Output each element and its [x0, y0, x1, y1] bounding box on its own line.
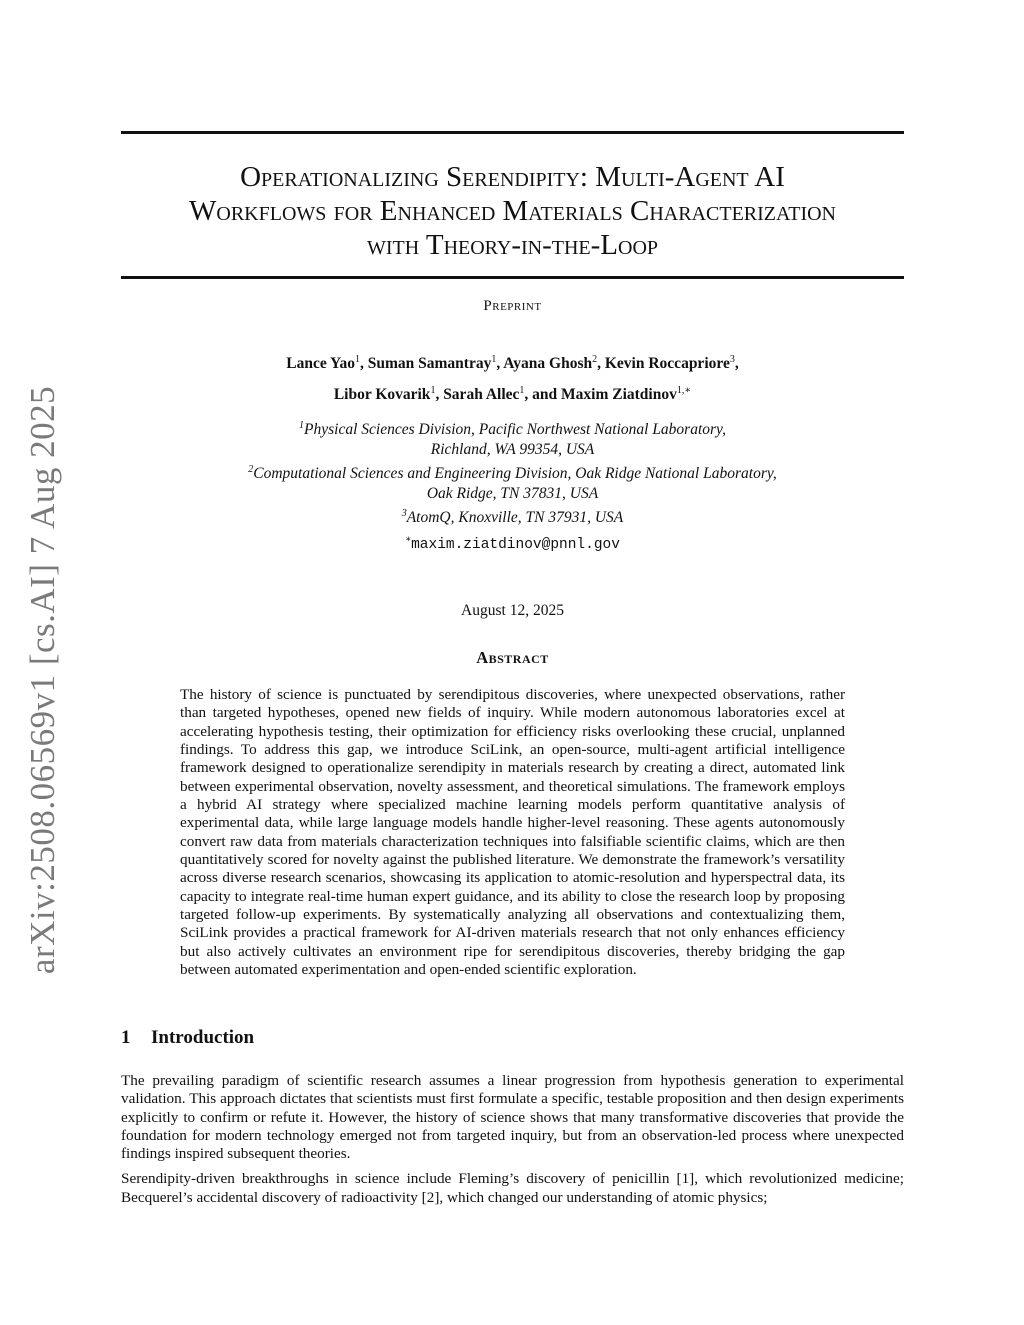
corresponding-mark: ∗ — [405, 535, 412, 547]
author-affil-mark: 2 — [592, 353, 598, 365]
author-affil-mark: 1 — [430, 384, 436, 396]
author-name: Lance Yao — [286, 355, 355, 372]
arxiv-identifier: arXiv:2508.06569v1 [cs.AI] 7 Aug 2025 — [23, 385, 62, 975]
author-separator: , — [597, 355, 605, 372]
affiliation-line: Richland, WA 99354, USA — [430, 441, 595, 458]
author-line-1 — [121, 348, 904, 379]
paragraph: Serendipity-driven breakthroughs in science include Fleming’s discovery of penicillin [1], which revolutionized medicine; Becquerel’s accidental discovery of radioactivity [2], which changed our understanding of atomic physics; — [121, 1170, 904, 1206]
affiliation-mark: 3 — [401, 507, 407, 519]
author-separator: , — [435, 386, 444, 403]
title-line-3: with Theory-in-the-Loop — [366, 229, 659, 261]
affiliation-item — [121, 420, 904, 460]
title-line-2: Workflows for Enhanced Materials Characterization — [189, 195, 836, 227]
title-top-rule — [121, 131, 904, 134]
corresponding-email — [121, 537, 904, 553]
section-heading-introduction — [121, 1027, 254, 1049]
author-name: Ayana Ghosh — [503, 355, 593, 372]
abstract-heading: Abstract — [476, 648, 549, 667]
author-line-2 — [121, 379, 904, 410]
affiliation-line: Computational Sciences and Engineering Division, Oak Ridge National Laboratory, — [253, 465, 777, 482]
email-address: maxim.ziatdinov@pnnl.gov — [411, 537, 620, 553]
abstract-body: The history of science is punctuated by serendipitous discoveries, where unexpected observations, rather than targeted hypotheses, opened new fields of inquiry. While modern autonomous laboratories excel at accelerating hypothesis testing, their optimization for efficiency risks overlooking these crucial, unplanned findings. To address this gap, we introduce SciLink, an open-source, multi-agent artificial intelligence framework designed to operationalize serendipity in materials research by creating a direct, automated link between experimental observation, novelty assessment, and theoretical simulations. The framework employs a hybrid AI strategy where specialized machine learning models perform quantitative analysis of experimental data, while large language models handle higher-level reasoning. These agents autonomously convert raw data from materials characterization techniques into falsifiable scientific claims, which are then quantitatively scored for novelty against the published literature. We demonstrate the framework’s versatility across diverse research scenarios, showcasing its application to atomic-resolution and hyperspectral data, its capacity to integrate real-time human expert guidance, and its ability to close the research loop by proposing targeted follow-up experiments. By systematically analyzing all observations and contextualizing them, SciLink provides a practical framework for AI-driven materials research that not only enhances efficiency but also actively cultivates an environment ripe for serendipitous discoveries, thereby bridging the gap between automated experimentation and open-ended scientific exploration. — [180, 686, 845, 979]
author-affil-mark: 1,∗ — [676, 384, 692, 396]
author-separator: , — [734, 355, 739, 372]
author-name: Sarah Allec — [443, 386, 520, 403]
author-separator: , — [360, 355, 368, 372]
paragraph: The prevailing paradigm of scientific research assumes a linear progression from hypothesis generation to experimental validation. This approach dictates that scientists must first formulate a specific, testable proposition and then design experiments explicitly to confirm or refute it. However, the history of science shows that many transformative discoveries that provide the foundation for modern technology emerged not from targeted inquiry, but from an observation-led process where unexpected findings inspired subsequent theories. — [121, 1072, 904, 1163]
section-number: 1 — [121, 1027, 131, 1048]
affiliation-mark: 1 — [299, 419, 305, 431]
author-affil-mark: 1 — [491, 353, 497, 365]
section-title: Introduction — [151, 1027, 255, 1048]
title-bottom-rule — [121, 276, 904, 279]
author-affil-mark: 1 — [355, 353, 360, 365]
author-affil-mark: 3 — [729, 353, 735, 365]
affiliation-item — [121, 508, 904, 528]
affiliation-list — [121, 420, 904, 532]
author-name: Libor Kovarik — [333, 386, 431, 403]
affiliation-item — [121, 464, 904, 504]
introduction-body — [121, 1072, 904, 1214]
affiliation-line: Oak Ridge, TN 37831, USA — [426, 485, 599, 502]
preprint-label: Preprint — [483, 298, 542, 314]
author-name: Maxim Ziatdinov — [561, 386, 677, 403]
author-list — [121, 348, 904, 410]
paper-date: August 12, 2025 — [461, 602, 564, 619]
author-separator: , — [496, 355, 504, 372]
title-line-1: Operationalizing Serendipity: Multi-Agent AI — [240, 161, 785, 193]
author-affil-mark: 1 — [519, 384, 525, 396]
author-name: Kevin Roccapriore — [604, 355, 730, 372]
arxiv-side-stamp — [8, 380, 78, 980]
affiliation-line: Physical Sciences Division, Pacific Northwest National Laboratory, — [304, 421, 726, 438]
affiliation-mark: 2 — [248, 463, 254, 475]
author-name: Suman Samantray — [367, 355, 492, 372]
affiliation-line: AtomQ, Knoxville, TN 37931, USA — [406, 509, 624, 526]
author-separator: , and — [524, 386, 562, 403]
paper-title — [121, 160, 904, 262]
